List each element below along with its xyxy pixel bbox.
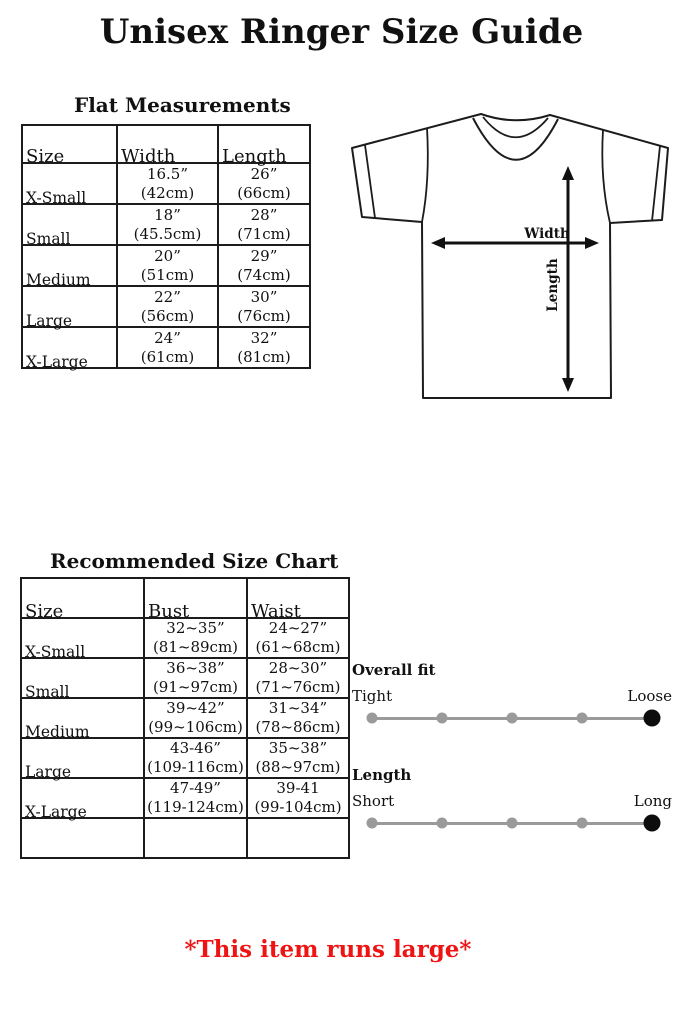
width-arrow-label: Width <box>524 226 570 242</box>
table-row <box>21 618 349 658</box>
column-header-bust: Bust <box>144 578 247 618</box>
width-cell: 18” (45.5cm) <box>117 204 218 245</box>
scale-dot <box>367 713 378 724</box>
scale-dot <box>507 713 518 724</box>
size-cell: Medium <box>22 245 117 286</box>
bust-cell: 43-46” (109-116cm) <box>144 738 247 778</box>
overall-fit-label: Overall fit <box>352 661 436 679</box>
length-fit-scale <box>352 814 673 832</box>
page-title: Unisex Ringer Size Guide <box>99 12 584 52</box>
waist-cell: 35~38” (88~97cm) <box>247 738 349 778</box>
scale-dot-selected <box>644 710 661 727</box>
waist-cell: 24~27” (61~68cm) <box>247 618 349 658</box>
scale-dot <box>437 818 448 829</box>
size-cell <box>21 818 144 858</box>
size-cell: Small <box>21 658 144 698</box>
scale-dot <box>437 713 448 724</box>
bust-cell: 32~35” (81~89cm) <box>144 618 247 658</box>
width-cell: 20” (51cm) <box>117 245 218 286</box>
column-header-waist: Waist <box>247 578 349 618</box>
bust-cell: 36~38” (91~97cm) <box>144 658 247 698</box>
size-cell: X-Large <box>21 778 144 818</box>
table-row <box>21 778 349 818</box>
width-cell: 16.5” (42cm) <box>117 163 218 204</box>
scale-dot <box>577 713 588 724</box>
table-row <box>22 204 310 245</box>
length-cell: 29” (74cm) <box>218 245 310 286</box>
recommended-size-table <box>20 577 350 859</box>
scale-dot <box>367 818 378 829</box>
size-cell: Medium <box>21 698 144 738</box>
overall-fit-min-label: Tight <box>352 687 393 705</box>
table-row <box>21 738 349 778</box>
length-cell: 32” (81cm) <box>218 327 310 368</box>
runs-large-note: *This item runs large* <box>184 936 472 963</box>
size-cell: Large <box>21 738 144 778</box>
tshirt-diagram <box>345 105 680 405</box>
flat-measurements-table <box>21 124 311 369</box>
size-cell: X-Small <box>22 163 117 204</box>
tshirt-illustration <box>345 105 680 405</box>
length-fit-max-label: Long <box>633 792 672 810</box>
bust-cell: 47-49” (119-124cm) <box>144 778 247 818</box>
column-header-size: Size <box>22 125 117 163</box>
waist-cell: 28~30” (71~76cm) <box>247 658 349 698</box>
recommended-size-chart-heading: Recommended Size Chart <box>50 549 339 573</box>
width-cell: 24” (61cm) <box>117 327 218 368</box>
table-row <box>22 163 310 204</box>
bust-cell: 39~42” (99~106cm) <box>144 698 247 738</box>
fit-scales-panel <box>352 661 673 832</box>
waist-cell: 31~34” (78~86cm) <box>247 698 349 738</box>
waist-cell: 39-41 (99-104cm) <box>247 778 349 818</box>
scale-dot <box>507 818 518 829</box>
size-cell: X-Small <box>21 618 144 658</box>
overall-fit-endpoints <box>352 687 673 705</box>
table-row <box>22 245 310 286</box>
length-cell: 30” (76cm) <box>218 286 310 327</box>
table-header-row <box>21 578 349 618</box>
size-cell: Small <box>22 204 117 245</box>
length-arrow-label: Length <box>545 258 561 312</box>
overall-fit-max-label: Loose <box>627 687 672 705</box>
column-header-length: Length <box>218 125 310 163</box>
length-cell: 28” (71cm) <box>218 204 310 245</box>
column-header-width: Width <box>117 125 218 163</box>
length-fit-label: Length <box>352 766 412 784</box>
column-header-size: Size <box>21 578 144 618</box>
width-cell: 22” (56cm) <box>117 286 218 327</box>
flat-measurements-heading: Flat Measurements <box>74 93 291 117</box>
size-cell: X-Large <box>22 327 117 368</box>
length-cell: 26” (66cm) <box>218 163 310 204</box>
table-row <box>22 327 310 368</box>
size-cell: Large <box>22 286 117 327</box>
waist-cell <box>247 818 349 858</box>
overall-fit-scale <box>352 709 673 727</box>
table-row <box>22 286 310 327</box>
length-scale-block <box>352 766 673 832</box>
tshirt-outline <box>352 114 668 398</box>
table-row <box>21 658 349 698</box>
length-fit-endpoints <box>352 792 673 810</box>
length-fit-min-label: Short <box>352 792 395 810</box>
table-row <box>21 698 349 738</box>
scale-dot-selected <box>644 815 661 832</box>
bust-cell <box>144 818 247 858</box>
table-header-row <box>22 125 310 163</box>
scale-dot <box>577 818 588 829</box>
empty-table-row <box>21 818 349 858</box>
